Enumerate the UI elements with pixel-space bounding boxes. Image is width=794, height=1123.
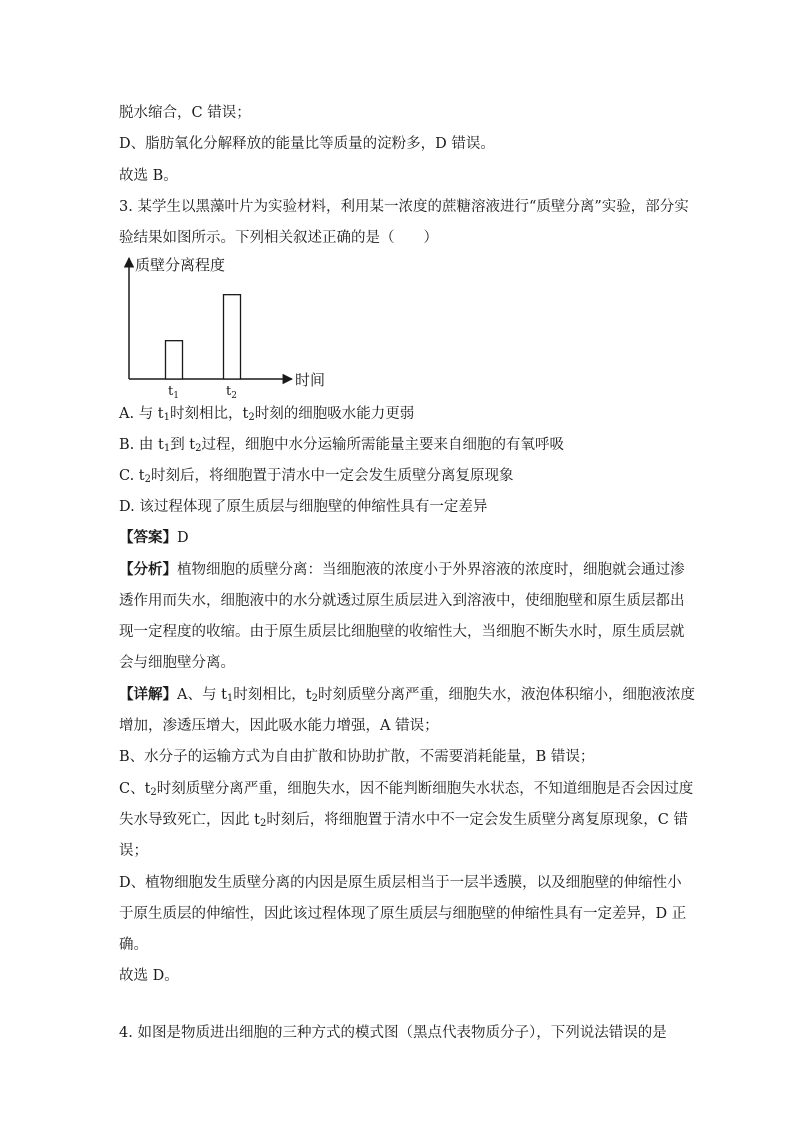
analysis: 现一定程度的收缩。由于原生质层比细胞壁的收缩性大，当细胞不断失水时，原生质层就: [119, 624, 685, 640]
x-tick-label: $t_1$: [168, 384, 179, 401]
conclusion: 故选 D。: [119, 968, 179, 984]
answer: 【答案】D: [119, 529, 189, 546]
detail: 增加，渗透压增大，因此吸水能力增强，A 错误；: [119, 718, 439, 734]
detail: D、植物细胞发生质壁分离的内因是原生质层相当于一层半透膜，以及细胞壁的伸缩性小: [119, 875, 682, 891]
text-line: D、脂肪氧化分解释放的能量比等质量的淀粉多，D 错误。: [119, 136, 495, 152]
detail: 于原生质层的伸缩性，因此该过程体现了原生质层与细胞壁的伸缩性具有一定差异，D 正: [119, 906, 687, 922]
bar-chart: [112, 250, 342, 401]
analysis: 会与细胞壁分离。: [119, 655, 235, 671]
detail: 失水导致死亡，因此 $t_2$时刻后，将细胞置于清水中不一定会发生质壁分离复原现象，C 错: [119, 812, 689, 829]
detail: 确。: [119, 937, 148, 953]
detail: C、$t_2$时刻质壁分离严重，细胞失水，因不能判断细胞失水状态，不知道细胞是否会因过度: [119, 781, 694, 798]
detail: 【详解】A、与 $t_1$时刻相比，$t_2$时刻质壁分离严重，细胞失水，液泡体积缩小，细胞液浓度: [119, 686, 695, 704]
option-c: C. $t_2$时刻后，将细胞置于清水中一定会发生质壁分离复原现象: [119, 468, 514, 485]
question-3-stem: 3. 某学生以黑藻叶片为实验材料，利用某一浓度的蔗糖溶液进行“质壁分离”实验，部分实: [119, 199, 689, 215]
text-line: 故选 B。: [119, 168, 178, 184]
analysis: 【分析】植物细胞的质壁分离：当细胞液的浓度小于外界溶液的浓度时，细胞就会通过渗: [119, 561, 685, 578]
detail: B、水分子的运输方式为自由扩散和协助扩散，不需要消耗能量，B 错误；: [119, 749, 595, 765]
option-d: D. 该过程体现了原生质层与细胞壁的伸缩性具有一定差异: [119, 499, 488, 515]
analysis: 透作用而失水，细胞液中的水分就透过原生质层进入到溶液中，使细胞壁和原生质层都出: [119, 593, 685, 609]
bar-t1: [166, 341, 183, 379]
x-tick-label: $t_2$: [226, 384, 237, 401]
question-4-stem: 4. 如图是物质进出细胞的三种方式的模式图（黑点代表物质分子），下列说法错误的是: [119, 1025, 667, 1041]
bar-t2: [224, 295, 241, 379]
x-axis-label: 时间: [295, 371, 326, 389]
y-axis-label: 质壁分离程度: [135, 256, 226, 274]
question-3-stem: 验结果如图所示。下列相关叙述正确的是（ ）: [119, 230, 438, 246]
text-line: 脱水缩合，C 错误；: [119, 105, 251, 121]
detail: 误；: [119, 843, 148, 859]
option-a: A. 与 $t_1$时刻相比，$t_2$时刻的细胞吸水能力更弱: [119, 406, 415, 423]
option-b: B. 由 $t_1$到 $t_2$过程，细胞中水分运输所需能量主要来自细胞的有氧呼吸: [119, 437, 564, 454]
